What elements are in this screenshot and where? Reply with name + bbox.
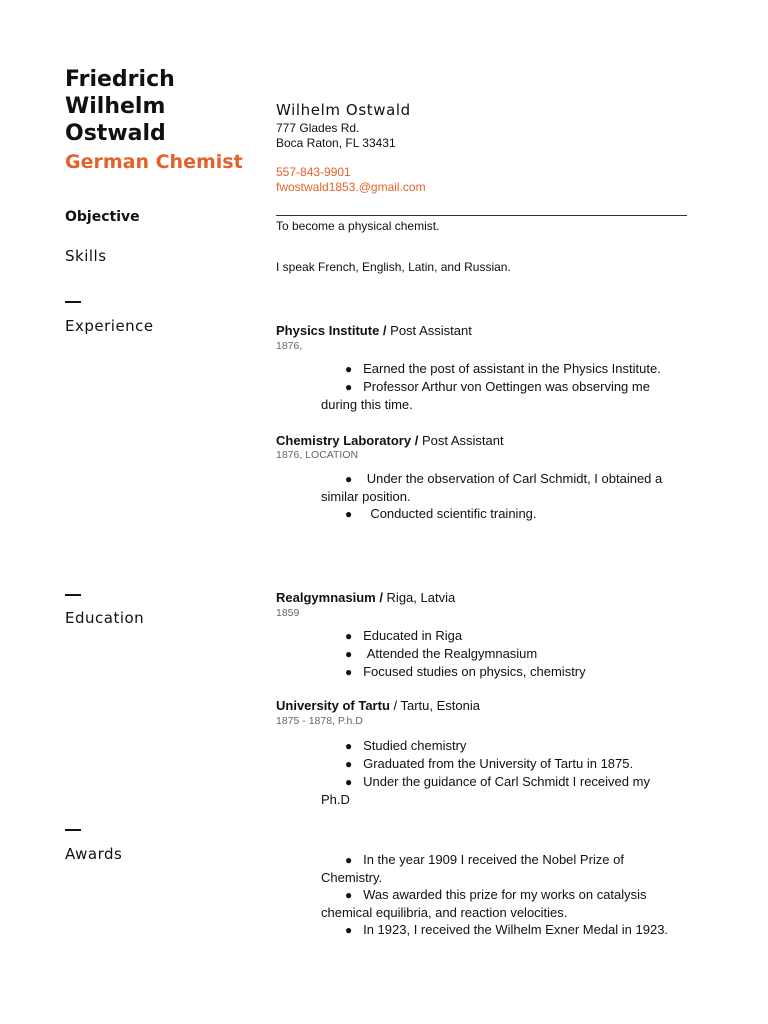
bullet-icon: ● bbox=[345, 380, 353, 394]
list-item bbox=[321, 663, 701, 681]
list-item bbox=[321, 773, 701, 791]
bullet-text: similar position. bbox=[321, 489, 411, 504]
job-role: Post Assistant bbox=[421, 433, 504, 448]
job-meta-1: 1876, bbox=[276, 340, 303, 352]
email-link[interactable]: fwostwald1853.@gmail.com bbox=[276, 180, 426, 194]
bullet-text: Under the observation of Carl Schmidt, I obtained a bbox=[366, 471, 663, 486]
bullet-icon: ● bbox=[345, 853, 353, 867]
skills-heading: Skills bbox=[65, 247, 107, 265]
skills-text: I speak French, English, Latin, and Russian. bbox=[276, 260, 511, 274]
bullet-text: In 1923, I received the Wilhelm Exner Medal in 1923. bbox=[363, 922, 669, 937]
job-subtitle: German Chemist bbox=[65, 151, 243, 173]
bullet-icon: ● bbox=[345, 757, 353, 771]
list-item bbox=[321, 645, 701, 663]
bullet-icon: ● bbox=[345, 647, 353, 661]
list-item-continued bbox=[321, 869, 711, 886]
education-dash bbox=[65, 594, 81, 596]
bullet-text: Was awarded this prize for my works on catalysis bbox=[363, 887, 647, 902]
bullet-text: chemical equilibria, and reaction velocities. bbox=[321, 905, 568, 920]
job-separator: / bbox=[379, 323, 391, 338]
objective-heading: Objective bbox=[65, 209, 140, 225]
bullet-text: Conducted scientific training. bbox=[370, 506, 537, 521]
school-org: Realgymnasium bbox=[276, 590, 376, 605]
job-role: Post Assistant bbox=[390, 323, 472, 338]
school-meta-1: 1859 bbox=[276, 607, 300, 619]
bullet-text: Studied chemistry bbox=[363, 738, 467, 753]
list-item bbox=[321, 378, 701, 396]
bullet-icon: ● bbox=[345, 775, 353, 789]
list-item bbox=[321, 755, 701, 773]
bullet-icon: ● bbox=[345, 739, 353, 753]
address-line-1: 777 Glades Rd. bbox=[276, 121, 360, 135]
bullet-icon: ● bbox=[345, 888, 353, 902]
job-bullets-1 bbox=[321, 360, 701, 413]
education-heading: Education bbox=[65, 609, 145, 627]
school-title-2 bbox=[276, 698, 480, 713]
list-item bbox=[321, 851, 711, 869]
job-title-2 bbox=[276, 433, 504, 448]
school-separator: / bbox=[375, 590, 387, 605]
bullet-text: Ph.D bbox=[321, 792, 350, 807]
objective-text: To become a physical chemist. bbox=[276, 219, 440, 233]
bullet-icon: ● bbox=[345, 923, 353, 937]
list-item bbox=[321, 737, 701, 755]
list-item-continued bbox=[321, 396, 701, 413]
list-item-continued bbox=[321, 488, 701, 505]
awards-heading: Awards bbox=[65, 845, 123, 863]
contact-name: Wilhelm Ostwald bbox=[276, 101, 411, 119]
bullet-icon: ● bbox=[345, 362, 353, 376]
bullet-text: Professor Arthur von Oettingen was observing me bbox=[363, 379, 650, 394]
school-bullets-1 bbox=[321, 627, 701, 681]
address-line-2: Boca Raton, FL 33431 bbox=[276, 136, 396, 150]
experience-heading: Experience bbox=[65, 317, 154, 335]
list-item bbox=[321, 886, 711, 904]
awards-dash bbox=[65, 829, 81, 831]
list-item bbox=[321, 505, 701, 523]
list-item-continued bbox=[321, 791, 701, 808]
bullet-text: Graduated from the University of Tartu in 1875. bbox=[363, 756, 634, 771]
list-item bbox=[321, 921, 711, 939]
job-separator: / bbox=[411, 433, 422, 448]
full-name bbox=[65, 66, 265, 147]
list-item bbox=[321, 627, 701, 645]
bullet-icon: ● bbox=[345, 629, 353, 643]
job-org: Physics Institute bbox=[276, 323, 380, 338]
list-item-continued bbox=[321, 904, 711, 921]
name-line-2: Wilhelm bbox=[65, 94, 166, 119]
school-place: Tartu, Estonia bbox=[400, 698, 480, 713]
job-org: Chemistry Laboratory bbox=[276, 433, 412, 448]
bullet-text: In the year 1909 I received the Nobel Prize of bbox=[363, 852, 624, 867]
bullet-text: Educated in Riga bbox=[363, 628, 463, 643]
bullet-text: Attended the Realgymnasium bbox=[366, 646, 538, 661]
divider-rule bbox=[276, 215, 687, 216]
bullet-icon: ● bbox=[345, 665, 353, 679]
bullet-text: during this time. bbox=[321, 397, 413, 412]
bullet-text: Under the guidance of Carl Schmidt I received my bbox=[363, 774, 650, 789]
phone-number: 557-843-9901 bbox=[276, 165, 351, 179]
job-title-1 bbox=[276, 323, 472, 338]
awards-bullets bbox=[321, 851, 711, 939]
bullet-text: Chemistry. bbox=[321, 870, 383, 885]
bullet-text: Earned the post of assistant in the Physics Institute. bbox=[363, 361, 661, 376]
job-meta-2: 1876, LOCATION bbox=[276, 449, 359, 461]
school-place: Riga, Latvia bbox=[386, 590, 456, 605]
bullet-text: Focused studies on physics, chemistry bbox=[363, 664, 586, 679]
experience-dash bbox=[65, 301, 81, 303]
bullet-icon: ● bbox=[345, 507, 353, 521]
school-meta-2: 1875 - 1878, P.h.D bbox=[276, 715, 363, 727]
bullet-icon: ● bbox=[345, 472, 353, 486]
name-line-1: Friedrich bbox=[65, 67, 175, 92]
name-line-3: Ostwald bbox=[65, 121, 166, 146]
school-separator: / bbox=[389, 698, 401, 713]
job-bullets-2 bbox=[321, 470, 701, 523]
school-bullets-2 bbox=[321, 737, 701, 808]
list-item bbox=[321, 360, 701, 378]
list-item bbox=[321, 470, 701, 488]
school-org: University of Tartu bbox=[276, 698, 390, 713]
school-title-1 bbox=[276, 590, 455, 605]
